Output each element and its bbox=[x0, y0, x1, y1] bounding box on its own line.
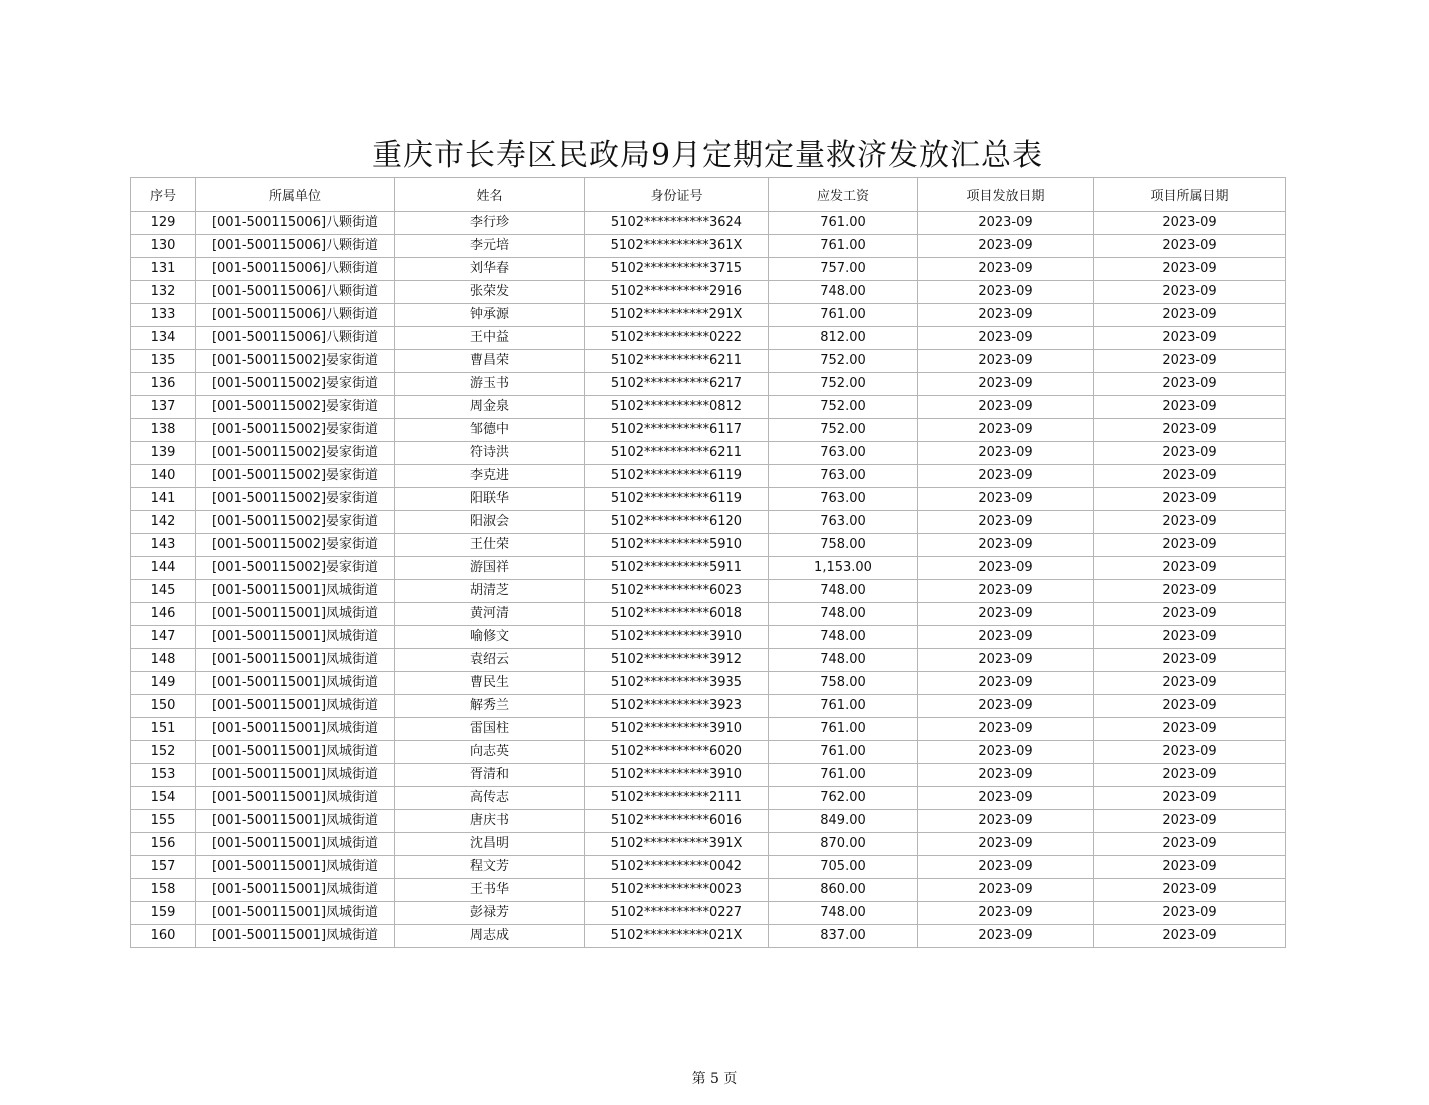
cell-period-date: 2023-09 bbox=[1094, 741, 1286, 764]
cell-name: 钟承源 bbox=[395, 304, 585, 327]
table-row bbox=[131, 534, 1286, 557]
cell-period-date: 2023-09 bbox=[1094, 419, 1286, 442]
cell-id-number: 5102**********6117 bbox=[585, 419, 769, 442]
table-row bbox=[131, 396, 1286, 419]
cell-name: 喻修文 bbox=[395, 626, 585, 649]
cell-period-date: 2023-09 bbox=[1094, 787, 1286, 810]
table-row bbox=[131, 580, 1286, 603]
table-row bbox=[131, 626, 1286, 649]
cell-issue-date: 2023-09 bbox=[918, 718, 1094, 741]
cell-issue-date: 2023-09 bbox=[918, 557, 1094, 580]
cell-amount: 860.00 bbox=[769, 879, 918, 902]
cell-unit: [001-500115002]晏家街道 bbox=[196, 373, 395, 396]
table-row bbox=[131, 718, 1286, 741]
cell-amount: 761.00 bbox=[769, 304, 918, 327]
cell-period-date: 2023-09 bbox=[1094, 764, 1286, 787]
cell-index: 146 bbox=[131, 603, 196, 626]
cell-unit: [001-500115001]凤城街道 bbox=[196, 580, 395, 603]
cell-id-number: 5102**********391X bbox=[585, 833, 769, 856]
cell-issue-date: 2023-09 bbox=[918, 833, 1094, 856]
table-row bbox=[131, 810, 1286, 833]
cell-unit: [001-500115001]凤城街道 bbox=[196, 787, 395, 810]
table-row bbox=[131, 442, 1286, 465]
cell-name: 阳淑会 bbox=[395, 511, 585, 534]
cell-issue-date: 2023-09 bbox=[918, 695, 1094, 718]
cell-issue-date: 2023-09 bbox=[918, 488, 1094, 511]
cell-id-number: 5102**********6120 bbox=[585, 511, 769, 534]
cell-id-number: 5102**********0042 bbox=[585, 856, 769, 879]
table-row bbox=[131, 557, 1286, 580]
cell-index: 134 bbox=[131, 327, 196, 350]
cell-name: 高传志 bbox=[395, 787, 585, 810]
cell-name: 彭禄芳 bbox=[395, 902, 585, 925]
table-row bbox=[131, 925, 1286, 948]
cell-unit: [001-500115002]晏家街道 bbox=[196, 534, 395, 557]
cell-name: 胡清芝 bbox=[395, 580, 585, 603]
cell-issue-date: 2023-09 bbox=[918, 258, 1094, 281]
cell-issue-date: 2023-09 bbox=[918, 465, 1094, 488]
cell-amount: 763.00 bbox=[769, 511, 918, 534]
cell-amount: 757.00 bbox=[769, 258, 918, 281]
cell-index: 144 bbox=[131, 557, 196, 580]
cell-amount: 763.00 bbox=[769, 465, 918, 488]
cell-period-date: 2023-09 bbox=[1094, 235, 1286, 258]
table-row bbox=[131, 787, 1286, 810]
cell-issue-date: 2023-09 bbox=[918, 511, 1094, 534]
cell-issue-date: 2023-09 bbox=[918, 580, 1094, 603]
cell-unit: [001-500115002]晏家街道 bbox=[196, 396, 395, 419]
relief-table bbox=[130, 177, 1286, 948]
cell-amount: 748.00 bbox=[769, 603, 918, 626]
cell-id-number: 5102**********6016 bbox=[585, 810, 769, 833]
cell-name: 符诗洪 bbox=[395, 442, 585, 465]
cell-index: 136 bbox=[131, 373, 196, 396]
cell-period-date: 2023-09 bbox=[1094, 810, 1286, 833]
cell-unit: [001-500115002]晏家街道 bbox=[196, 557, 395, 580]
cell-name: 胥清和 bbox=[395, 764, 585, 787]
cell-unit: [001-500115002]晏家街道 bbox=[196, 488, 395, 511]
cell-amount: 870.00 bbox=[769, 833, 918, 856]
cell-name: 王中益 bbox=[395, 327, 585, 350]
cell-id-number: 5102**********3912 bbox=[585, 649, 769, 672]
cell-name: 阳联华 bbox=[395, 488, 585, 511]
cell-period-date: 2023-09 bbox=[1094, 580, 1286, 603]
table-row bbox=[131, 902, 1286, 925]
cell-unit: [001-500115006]八颗街道 bbox=[196, 281, 395, 304]
cell-id-number: 5102**********291X bbox=[585, 304, 769, 327]
cell-unit: [001-500115006]八颗街道 bbox=[196, 327, 395, 350]
cell-index: 132 bbox=[131, 281, 196, 304]
cell-id-number: 5102**********6217 bbox=[585, 373, 769, 396]
cell-issue-date: 2023-09 bbox=[918, 396, 1094, 419]
cell-unit: [001-500115001]凤城街道 bbox=[196, 856, 395, 879]
cell-period-date: 2023-09 bbox=[1094, 672, 1286, 695]
cell-index: 138 bbox=[131, 419, 196, 442]
cell-id-number: 5102**********0227 bbox=[585, 902, 769, 925]
cell-unit: [001-500115002]晏家街道 bbox=[196, 442, 395, 465]
cell-id-number: 5102**********021X bbox=[585, 925, 769, 948]
table-row bbox=[131, 258, 1286, 281]
cell-id-number: 5102**********5911 bbox=[585, 557, 769, 580]
cell-id-number: 5102**********6119 bbox=[585, 465, 769, 488]
table-row bbox=[131, 488, 1286, 511]
column-header-name: 姓名 bbox=[395, 178, 585, 212]
cell-id-number: 5102**********3910 bbox=[585, 626, 769, 649]
cell-index: 140 bbox=[131, 465, 196, 488]
cell-id-number: 5102**********2916 bbox=[585, 281, 769, 304]
cell-period-date: 2023-09 bbox=[1094, 258, 1286, 281]
cell-unit: [001-500115002]晏家街道 bbox=[196, 419, 395, 442]
cell-index: 131 bbox=[131, 258, 196, 281]
cell-index: 142 bbox=[131, 511, 196, 534]
cell-index: 139 bbox=[131, 442, 196, 465]
cell-unit: [001-500115006]八颗街道 bbox=[196, 235, 395, 258]
cell-unit: [001-500115001]凤城街道 bbox=[196, 672, 395, 695]
table-row bbox=[131, 465, 1286, 488]
cell-amount: 748.00 bbox=[769, 649, 918, 672]
cell-name: 张荣发 bbox=[395, 281, 585, 304]
cell-index: 158 bbox=[131, 879, 196, 902]
table-row bbox=[131, 856, 1286, 879]
cell-id-number: 5102**********0023 bbox=[585, 879, 769, 902]
cell-amount: 758.00 bbox=[769, 534, 918, 557]
cell-period-date: 2023-09 bbox=[1094, 350, 1286, 373]
cell-amount: 849.00 bbox=[769, 810, 918, 833]
cell-unit: [001-500115002]晏家街道 bbox=[196, 465, 395, 488]
cell-unit: [001-500115001]凤城街道 bbox=[196, 833, 395, 856]
cell-amount: 748.00 bbox=[769, 626, 918, 649]
table-row bbox=[131, 212, 1286, 235]
table-row bbox=[131, 695, 1286, 718]
cell-name: 黄河清 bbox=[395, 603, 585, 626]
cell-period-date: 2023-09 bbox=[1094, 902, 1286, 925]
cell-id-number: 5102**********3910 bbox=[585, 718, 769, 741]
cell-unit: [001-500115006]八颗街道 bbox=[196, 258, 395, 281]
cell-issue-date: 2023-09 bbox=[918, 856, 1094, 879]
cell-amount: 761.00 bbox=[769, 212, 918, 235]
cell-id-number: 5102**********6018 bbox=[585, 603, 769, 626]
cell-unit: [001-500115001]凤城街道 bbox=[196, 810, 395, 833]
cell-period-date: 2023-09 bbox=[1094, 396, 1286, 419]
cell-issue-date: 2023-09 bbox=[918, 741, 1094, 764]
cell-period-date: 2023-09 bbox=[1094, 304, 1286, 327]
table-row bbox=[131, 741, 1286, 764]
cell-period-date: 2023-09 bbox=[1094, 925, 1286, 948]
cell-amount: 752.00 bbox=[769, 373, 918, 396]
cell-id-number: 5102**********6020 bbox=[585, 741, 769, 764]
cell-issue-date: 2023-09 bbox=[918, 902, 1094, 925]
page-title: 重庆市长寿区民政局9月定期定量救济发放汇总表 bbox=[371, 138, 1044, 173]
cell-index: 148 bbox=[131, 649, 196, 672]
cell-unit: [001-500115001]凤城街道 bbox=[196, 925, 395, 948]
cell-period-date: 2023-09 bbox=[1094, 511, 1286, 534]
cell-name: 向志英 bbox=[395, 741, 585, 764]
cell-period-date: 2023-09 bbox=[1094, 833, 1286, 856]
cell-index: 143 bbox=[131, 534, 196, 557]
cell-index: 147 bbox=[131, 626, 196, 649]
table-row bbox=[131, 511, 1286, 534]
cell-period-date: 2023-09 bbox=[1094, 373, 1286, 396]
table-row bbox=[131, 419, 1286, 442]
cell-index: 141 bbox=[131, 488, 196, 511]
cell-issue-date: 2023-09 bbox=[918, 672, 1094, 695]
cell-index: 150 bbox=[131, 695, 196, 718]
cell-issue-date: 2023-09 bbox=[918, 235, 1094, 258]
cell-period-date: 2023-09 bbox=[1094, 327, 1286, 350]
cell-amount: 1,153.00 bbox=[769, 557, 918, 580]
cell-period-date: 2023-09 bbox=[1094, 557, 1286, 580]
cell-issue-date: 2023-09 bbox=[918, 419, 1094, 442]
cell-unit: [001-500115002]晏家街道 bbox=[196, 511, 395, 534]
table-header-row bbox=[131, 178, 1286, 212]
cell-amount: 762.00 bbox=[769, 787, 918, 810]
table-row bbox=[131, 672, 1286, 695]
cell-issue-date: 2023-09 bbox=[918, 626, 1094, 649]
cell-index: 130 bbox=[131, 235, 196, 258]
cell-name: 游玉书 bbox=[395, 373, 585, 396]
cell-unit: [001-500115001]凤城街道 bbox=[196, 603, 395, 626]
table-row bbox=[131, 764, 1286, 787]
cell-amount: 758.00 bbox=[769, 672, 918, 695]
cell-period-date: 2023-09 bbox=[1094, 649, 1286, 672]
cell-period-date: 2023-09 bbox=[1094, 488, 1286, 511]
cell-amount: 748.00 bbox=[769, 902, 918, 925]
column-header-issue-date: 项目发放日期 bbox=[918, 178, 1094, 212]
cell-index: 149 bbox=[131, 672, 196, 695]
cell-name: 袁绍云 bbox=[395, 649, 585, 672]
cell-index: 155 bbox=[131, 810, 196, 833]
table-row bbox=[131, 649, 1286, 672]
cell-index: 160 bbox=[131, 925, 196, 948]
cell-index: 153 bbox=[131, 764, 196, 787]
cell-period-date: 2023-09 bbox=[1094, 465, 1286, 488]
cell-unit: [001-500115006]八颗街道 bbox=[196, 212, 395, 235]
cell-amount: 763.00 bbox=[769, 442, 918, 465]
cell-index: 154 bbox=[131, 787, 196, 810]
cell-unit: [001-500115001]凤城街道 bbox=[196, 764, 395, 787]
cell-id-number: 5102**********6119 bbox=[585, 488, 769, 511]
cell-period-date: 2023-09 bbox=[1094, 212, 1286, 235]
table-row bbox=[131, 373, 1286, 396]
cell-id-number: 5102**********6023 bbox=[585, 580, 769, 603]
cell-amount: 761.00 bbox=[769, 695, 918, 718]
cell-amount: 705.00 bbox=[769, 856, 918, 879]
cell-index: 135 bbox=[131, 350, 196, 373]
cell-period-date: 2023-09 bbox=[1094, 626, 1286, 649]
cell-name: 刘华春 bbox=[395, 258, 585, 281]
cell-unit: [001-500115002]晏家街道 bbox=[196, 350, 395, 373]
cell-issue-date: 2023-09 bbox=[918, 327, 1094, 350]
table-row bbox=[131, 879, 1286, 902]
cell-amount: 752.00 bbox=[769, 350, 918, 373]
cell-amount: 748.00 bbox=[769, 281, 918, 304]
cell-issue-date: 2023-09 bbox=[918, 534, 1094, 557]
cell-issue-date: 2023-09 bbox=[918, 810, 1094, 833]
table-row bbox=[131, 603, 1286, 626]
cell-amount: 752.00 bbox=[769, 396, 918, 419]
cell-issue-date: 2023-09 bbox=[918, 281, 1094, 304]
cell-id-number: 5102**********3715 bbox=[585, 258, 769, 281]
cell-name: 周金泉 bbox=[395, 396, 585, 419]
cell-amount: 761.00 bbox=[769, 741, 918, 764]
cell-unit: [001-500115001]凤城街道 bbox=[196, 741, 395, 764]
cell-id-number: 5102**********6211 bbox=[585, 350, 769, 373]
cell-name: 王仕荣 bbox=[395, 534, 585, 557]
cell-id-number: 5102**********3910 bbox=[585, 764, 769, 787]
cell-id-number: 5102**********3624 bbox=[585, 212, 769, 235]
cell-amount: 812.00 bbox=[769, 327, 918, 350]
cell-id-number: 5102**********0812 bbox=[585, 396, 769, 419]
cell-period-date: 2023-09 bbox=[1094, 718, 1286, 741]
cell-period-date: 2023-09 bbox=[1094, 603, 1286, 626]
cell-amount: 761.00 bbox=[769, 764, 918, 787]
cell-issue-date: 2023-09 bbox=[918, 879, 1094, 902]
cell-amount: 761.00 bbox=[769, 235, 918, 258]
cell-issue-date: 2023-09 bbox=[918, 649, 1094, 672]
cell-unit: [001-500115001]凤城街道 bbox=[196, 879, 395, 902]
column-header-unit: 所属单位 bbox=[196, 178, 395, 212]
cell-index: 159 bbox=[131, 902, 196, 925]
table-body bbox=[131, 212, 1286, 948]
cell-index: 151 bbox=[131, 718, 196, 741]
cell-unit: [001-500115001]凤城街道 bbox=[196, 626, 395, 649]
column-header-index: 序号 bbox=[131, 178, 196, 212]
cell-name: 邹德中 bbox=[395, 419, 585, 442]
cell-period-date: 2023-09 bbox=[1094, 856, 1286, 879]
cell-unit: [001-500115001]凤城街道 bbox=[196, 695, 395, 718]
cell-issue-date: 2023-09 bbox=[918, 442, 1094, 465]
cell-name: 程文芳 bbox=[395, 856, 585, 879]
cell-unit: [001-500115001]凤城街道 bbox=[196, 649, 395, 672]
table-row bbox=[131, 281, 1286, 304]
column-header-id-number: 身份证号 bbox=[585, 178, 769, 212]
cell-index: 156 bbox=[131, 833, 196, 856]
cell-name: 李克进 bbox=[395, 465, 585, 488]
cell-issue-date: 2023-09 bbox=[918, 764, 1094, 787]
cell-index: 137 bbox=[131, 396, 196, 419]
cell-name: 解秀兰 bbox=[395, 695, 585, 718]
table-row bbox=[131, 304, 1286, 327]
cell-name: 王书华 bbox=[395, 879, 585, 902]
cell-period-date: 2023-09 bbox=[1094, 879, 1286, 902]
cell-name: 雷国柱 bbox=[395, 718, 585, 741]
cell-unit: [001-500115006]八颗街道 bbox=[196, 304, 395, 327]
cell-name: 李行珍 bbox=[395, 212, 585, 235]
cell-index: 129 bbox=[131, 212, 196, 235]
column-header-amount: 应发工资 bbox=[769, 178, 918, 212]
cell-issue-date: 2023-09 bbox=[918, 212, 1094, 235]
cell-amount: 752.00 bbox=[769, 419, 918, 442]
cell-period-date: 2023-09 bbox=[1094, 534, 1286, 557]
cell-name: 沈昌明 bbox=[395, 833, 585, 856]
cell-id-number: 5102**********3935 bbox=[585, 672, 769, 695]
cell-id-number: 5102**********5910 bbox=[585, 534, 769, 557]
column-header-period-date: 项目所属日期 bbox=[1094, 178, 1286, 212]
cell-issue-date: 2023-09 bbox=[918, 787, 1094, 810]
cell-index: 157 bbox=[131, 856, 196, 879]
cell-period-date: 2023-09 bbox=[1094, 695, 1286, 718]
cell-name: 李元培 bbox=[395, 235, 585, 258]
cell-index: 145 bbox=[131, 580, 196, 603]
table-row bbox=[131, 235, 1286, 258]
cell-issue-date: 2023-09 bbox=[918, 304, 1094, 327]
page-number: 第 5 页 bbox=[691, 1071, 738, 1087]
cell-period-date: 2023-09 bbox=[1094, 442, 1286, 465]
cell-id-number: 5102**********6211 bbox=[585, 442, 769, 465]
cell-index: 133 bbox=[131, 304, 196, 327]
cell-issue-date: 2023-09 bbox=[918, 350, 1094, 373]
cell-unit: [001-500115001]凤城街道 bbox=[196, 718, 395, 741]
table-row bbox=[131, 327, 1286, 350]
cell-id-number: 5102**********2111 bbox=[585, 787, 769, 810]
cell-name: 游国祥 bbox=[395, 557, 585, 580]
table-row bbox=[131, 350, 1286, 373]
cell-issue-date: 2023-09 bbox=[918, 925, 1094, 948]
cell-amount: 748.00 bbox=[769, 580, 918, 603]
cell-id-number: 5102**********3923 bbox=[585, 695, 769, 718]
cell-issue-date: 2023-09 bbox=[918, 603, 1094, 626]
cell-id-number: 5102**********0222 bbox=[585, 327, 769, 350]
cell-name: 曹昌荣 bbox=[395, 350, 585, 373]
cell-issue-date: 2023-09 bbox=[918, 373, 1094, 396]
cell-name: 曹民生 bbox=[395, 672, 585, 695]
cell-amount: 761.00 bbox=[769, 718, 918, 741]
cell-period-date: 2023-09 bbox=[1094, 281, 1286, 304]
cell-amount: 837.00 bbox=[769, 925, 918, 948]
cell-unit: [001-500115001]凤城街道 bbox=[196, 902, 395, 925]
table-row bbox=[131, 833, 1286, 856]
cell-index: 152 bbox=[131, 741, 196, 764]
cell-amount: 763.00 bbox=[769, 488, 918, 511]
cell-name: 周志成 bbox=[395, 925, 585, 948]
cell-id-number: 5102**********361X bbox=[585, 235, 769, 258]
cell-name: 唐庆书 bbox=[395, 810, 585, 833]
